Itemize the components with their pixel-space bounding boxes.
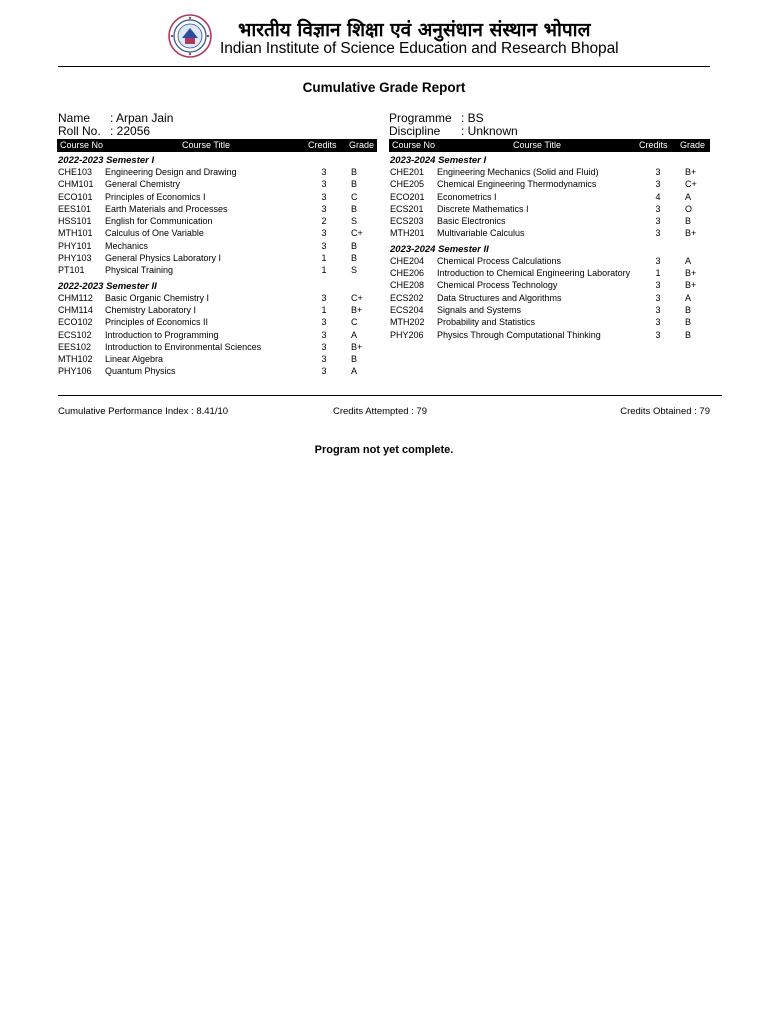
header-grade: Grade [349, 140, 375, 150]
table-row [57, 293, 377, 305]
course-credits: 3 [655, 292, 661, 303]
table-row [389, 317, 710, 329]
header-divider [58, 66, 710, 67]
course-title: Probability and Statistics [437, 317, 536, 328]
course-grade: B [685, 216, 692, 227]
course-grade: B [351, 167, 358, 177]
course-credits: 3 [655, 280, 661, 291]
course-credits: 3 [321, 228, 327, 239]
course-no: ECO201 [390, 191, 425, 202]
course-title: Signals and Systems [437, 304, 522, 315]
course-grade: C+ [351, 292, 363, 303]
table-row [57, 192, 377, 204]
course-no: CHE103 [58, 167, 93, 177]
header-course-no: Course No [392, 140, 436, 150]
course-no: CHE201 [390, 167, 425, 177]
course-no: PHY206 [390, 329, 424, 340]
course-no: CHM114 [58, 304, 93, 315]
course-no: CHE208 [390, 280, 425, 291]
course-grade: B [685, 304, 692, 315]
table-row [389, 256, 710, 268]
course-title: Chemistry Laboratory I [105, 304, 197, 315]
course-title: Physics Through Computational Thinking [437, 329, 601, 340]
course-no: CHM101 [58, 179, 94, 190]
table-row [389, 268, 710, 280]
course-title: Calculus of One Variable [105, 228, 204, 239]
course-title: Econometrics I [437, 191, 497, 202]
course-no: CHE206 [390, 268, 425, 279]
course-grade: B [351, 253, 358, 264]
table-row [57, 204, 377, 216]
roll-label: Roll No. [58, 124, 101, 138]
credits-attempted-text: Credits Attempted : 79 [333, 406, 427, 417]
course-title: Mechanics [105, 240, 149, 251]
course-no: ECS204 [390, 304, 424, 315]
course-credits: 3 [655, 216, 661, 227]
course-no: MTH101 [58, 228, 93, 239]
course-credits: 3 [321, 240, 327, 251]
course-credits: 3 [321, 341, 327, 352]
course-no: ECO102 [58, 317, 93, 328]
header-course-no: Course No [60, 140, 104, 150]
course-credits: 3 [655, 317, 661, 328]
course-no: EES101 [58, 203, 92, 214]
course-grade: O [685, 203, 693, 214]
course-credits: 1 [321, 304, 327, 315]
course-no: CHM112 [58, 292, 93, 303]
course-grade: C+ [351, 228, 363, 239]
course-title: Multivariable Calculus [437, 228, 525, 239]
course-grade: B+ [351, 341, 363, 352]
course-title: English for Communication [105, 216, 213, 227]
right-course-column [389, 139, 710, 342]
table-row [389, 192, 710, 204]
course-credits: 3 [321, 179, 327, 190]
table-row [57, 216, 377, 228]
course-credits: 3 [321, 354, 327, 365]
course-grade: B+ [685, 280, 697, 291]
report-title: Cumulative Grade Report [302, 80, 466, 95]
semester-list [57, 155, 377, 379]
table-row [57, 228, 377, 240]
course-credits: 3 [321, 329, 327, 340]
header-credits: Credits [639, 140, 668, 150]
course-credits: 3 [321, 191, 327, 202]
course-grade: B [351, 354, 358, 365]
table-row [389, 280, 710, 292]
course-title: Basic Electronics [437, 216, 506, 227]
course-grade: A [685, 292, 692, 303]
course-title: Data Structures and Algorithms [437, 292, 562, 303]
course-credits: 2 [321, 216, 327, 227]
table-row [57, 241, 377, 253]
semester-list [389, 155, 710, 342]
institute-name-english: Indian Institute of Science Education and Research Bhopal [220, 40, 619, 57]
course-title: Principles of Economics I [105, 191, 206, 202]
table-row [389, 167, 710, 179]
discipline-value: : Unknown [461, 124, 518, 138]
course-no: EES102 [58, 341, 92, 352]
course-no: CHE205 [390, 179, 425, 190]
course-grade: B [351, 179, 358, 190]
course-credits: 3 [655, 255, 661, 266]
header-credits: Credits [308, 140, 337, 150]
table-row [389, 330, 710, 342]
course-no: PHY103 [58, 253, 92, 264]
course-credits: 3 [655, 167, 661, 177]
course-no: ECO101 [58, 191, 93, 202]
table-header [57, 139, 377, 152]
course-title: Introduction to Programming [105, 329, 219, 340]
course-credits: 3 [321, 167, 327, 177]
course-no: PT101 [58, 265, 85, 276]
course-no: HSS101 [58, 216, 92, 227]
table-row [389, 179, 710, 191]
course-credits: 3 [321, 203, 327, 214]
semester-heading: 2023-2024 Semester II [390, 243, 489, 255]
course-grade: C [351, 191, 358, 202]
student-name [58, 111, 173, 125]
course-no: ECS102 [58, 329, 92, 340]
course-grade: B [351, 203, 358, 214]
table-row [389, 204, 710, 216]
name-value: : Arpan Jain [110, 111, 174, 125]
semester-heading: 2022-2023 Semester II [58, 280, 157, 292]
programme-value: : BS [461, 111, 484, 125]
table-row [57, 265, 377, 277]
summary-divider [58, 395, 722, 396]
institute-name-hindi: भारतीय विज्ञान शिक्षा एवं अनुसंधान संस्थान भोपाल [238, 19, 591, 41]
semester-heading: 2022-2023 Semester I [58, 155, 155, 166]
cpi-text: Cumulative Performance Index : 8.41/10 [58, 406, 229, 417]
program-status: Program not yet complete. [314, 444, 454, 456]
institute-header [0, 10, 768, 66]
course-credits: 3 [321, 366, 327, 377]
course-no: PHY106 [58, 366, 92, 377]
course-grade: B [685, 317, 692, 328]
course-no: ECS202 [390, 292, 424, 303]
course-title: General Chemistry [105, 179, 181, 190]
course-title: Principles of Economics II [105, 317, 209, 328]
course-grade: A [685, 255, 692, 266]
table-row [389, 216, 710, 228]
course-grade: B+ [351, 304, 363, 315]
course-title: Chemical Engineering Thermodynamics [437, 179, 597, 190]
left-course-column [57, 139, 377, 379]
table-row [57, 317, 377, 329]
course-grade: C [351, 317, 358, 328]
course-credits: 3 [655, 203, 661, 214]
table-row [57, 253, 377, 265]
table-row [57, 305, 377, 317]
table-row [57, 354, 377, 366]
student-programme [389, 111, 484, 125]
roll-value: : 22056 [110, 124, 151, 138]
course-grade: A [351, 366, 358, 377]
course-credits: 1 [321, 265, 327, 276]
course-credits: 3 [655, 179, 661, 190]
course-title: Quantum Physics [105, 366, 176, 377]
course-title: Physical Training [105, 265, 174, 276]
institute-seal-icon [168, 14, 212, 58]
course-title: Chemical Process Calculations [437, 255, 562, 266]
student-discipline [389, 124, 518, 138]
course-grade: B+ [685, 268, 697, 279]
header-course-title: Course Title [513, 140, 562, 150]
table-row [57, 330, 377, 342]
course-credits: 3 [321, 317, 327, 328]
table-row [57, 342, 377, 354]
course-no: MTH201 [390, 228, 425, 239]
course-title: Linear Algebra [105, 354, 164, 365]
course-title: Earth Materials and Processes [105, 203, 228, 214]
discipline-label: Discipline [389, 124, 441, 138]
course-title: Chemical Process Technology [437, 280, 558, 291]
course-credits: 1 [655, 268, 661, 279]
course-no: CHE204 [390, 255, 425, 266]
course-grade: B [685, 329, 692, 340]
table-row [57, 179, 377, 191]
programme-label: Programme [389, 111, 452, 125]
header-course-title: Course Title [182, 140, 231, 150]
table-row [57, 167, 377, 179]
course-grade: C+ [685, 179, 697, 190]
course-no: MTH202 [390, 317, 425, 328]
course-title: Basic Organic Chemistry I [105, 292, 210, 303]
course-credits: 1 [321, 253, 327, 264]
table-row [389, 305, 710, 317]
header-grade: Grade [680, 140, 706, 150]
course-credits: 4 [655, 191, 661, 202]
course-grade: S [351, 216, 358, 227]
credits-obtained-text: Credits Obtained : 79 [620, 406, 710, 417]
course-no: ECS201 [390, 203, 424, 214]
course-credits: 3 [655, 228, 661, 239]
course-title: Engineering Mechanics (Solid and Fluid) [437, 167, 599, 177]
course-grade: A [685, 191, 692, 202]
course-title: Discrete Mathematics I [437, 203, 529, 214]
course-credits: 3 [655, 329, 661, 340]
table-row [57, 366, 377, 378]
course-grade: A [351, 329, 358, 340]
course-no: MTH102 [58, 354, 93, 365]
course-grade: S [351, 265, 358, 276]
course-title: Introduction to Environmental Sciences [105, 341, 262, 352]
semester-heading: 2023-2024 Semester I [390, 155, 487, 166]
course-title: Engineering Design and Drawing [105, 167, 237, 177]
course-grade: B+ [685, 228, 697, 239]
course-grade: B [351, 240, 358, 251]
table-row [389, 293, 710, 305]
table-row [389, 228, 710, 240]
course-title: General Physics Laboratory I [105, 253, 222, 264]
table-header [389, 139, 710, 152]
student-roll [58, 124, 150, 138]
course-title: Introduction to Chemical Engineering Laboratory [437, 268, 631, 279]
course-credits: 3 [321, 292, 327, 303]
course-no: PHY101 [58, 240, 92, 251]
course-grade: B+ [685, 167, 697, 177]
course-no: ECS203 [390, 216, 424, 227]
name-label: Name [58, 111, 91, 125]
course-credits: 3 [655, 304, 661, 315]
